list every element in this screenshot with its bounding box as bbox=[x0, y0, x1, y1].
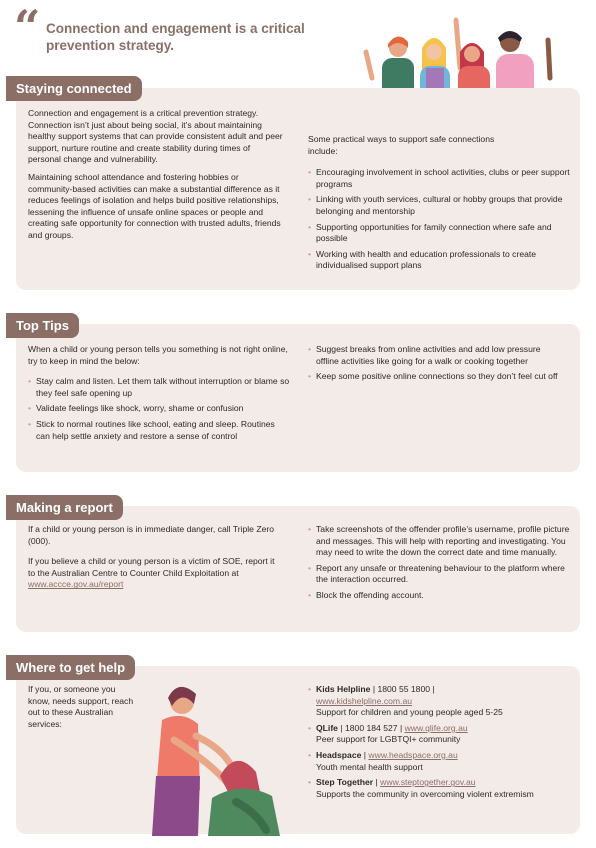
staying-right-column bbox=[308, 134, 570, 276]
help-services-column bbox=[308, 684, 570, 804]
list-item: • Keep some positive online connections so they don’t feel cut off bbox=[308, 371, 564, 383]
list-item: • Take screenshots of the offender profile’s username, profile picture and messages. This will help with reporting and investigating. You may need to write the down the correct date and time manually. bbox=[308, 524, 570, 559]
making-a-report-section bbox=[16, 506, 580, 632]
report-paragraph-2-text: If you believe a child or young person is a victim of SOE, report it to the Australian Centre to Counter Child Exploitation at bbox=[28, 556, 275, 578]
report-paragraph-2 bbox=[28, 556, 278, 591]
list-item: • Linking with youth services, cultural or hobby groups that provide belonging and mentorship bbox=[308, 194, 570, 217]
tips-right-list bbox=[308, 344, 564, 383]
tips-left-column bbox=[28, 344, 290, 446]
comforting-people-illustration bbox=[116, 680, 286, 836]
report-list bbox=[308, 524, 570, 602]
list-item: • Suggest breaks from online activities and add low pressure offline activities like going for a walk or cooking together bbox=[308, 344, 564, 367]
report-right-column bbox=[308, 524, 570, 606]
service-name: Step Together bbox=[316, 777, 374, 788]
service-phone: 1800 55 1800 bbox=[377, 684, 431, 694]
where-to-get-help-heading: Where to get help bbox=[6, 655, 135, 680]
service-headspace: • Headspace | www.headspace.org.au Youth mental health support bbox=[308, 750, 570, 773]
staying-list bbox=[308, 167, 570, 272]
staying-connected-heading: Staying connected bbox=[6, 76, 142, 101]
list-item: • Stay calm and listen. Let them talk without interruption or blame so they feel safe opening up bbox=[28, 376, 290, 399]
headspace-link[interactable]: www.headspace.org.au bbox=[368, 749, 458, 760]
staying-paragraph-1: Connection and engagement is a critical prevention strategy. Connection isn’t just about being social, it’s about maintaining healthy support systems that can provide consistent adult and peer support, nurture routine and create stability during times of personal change and vulnerability. bbox=[28, 108, 283, 165]
service-name: Kids Helpline bbox=[316, 684, 371, 694]
top-tips-section bbox=[16, 324, 580, 472]
kids-helpline-link[interactable]: www.kidshelpline.com.au bbox=[316, 695, 413, 706]
tips-intro: When a child or young person tells you something is not right online, try to keep in mind the below: bbox=[28, 344, 288, 366]
service-kids-helpline: • Kids Helpline | 1800 55 1800 | www.kidshelpline.com.au Support for children and young people aged 5-25 bbox=[308, 684, 570, 719]
list-item: • Stick to normal routines like school, eating and sleep. Routines can help settle anxiety and restore a sense of control bbox=[28, 419, 290, 442]
service-description: Support for children and young people aged 5-25 bbox=[316, 707, 503, 718]
where-to-get-help-section bbox=[16, 666, 580, 834]
service-step-together: • Step Together | www.steptogether.gov.au Supports the community in overcoming violent extremism bbox=[308, 777, 570, 800]
service-name: Headspace bbox=[316, 749, 362, 760]
staying-list-intro: Some practical ways to support safe connections include: bbox=[308, 134, 495, 156]
making-a-report-heading: Making a report bbox=[6, 495, 123, 520]
report-paragraph-1: If a child or young person is in immediate danger, call Triple Zero (000). bbox=[28, 524, 274, 546]
list-item: • Block the offending account. bbox=[308, 590, 570, 602]
service-description: Peer support for LGBTQI+ community bbox=[316, 734, 461, 745]
accce-report-link[interactable]: www.accce.gov.au/report bbox=[28, 579, 124, 590]
list-item: • Encouraging involvement in school activities, clubs or peer support programs bbox=[308, 167, 570, 190]
list-item: • Validate feelings like shock, worry, shame or confusion bbox=[28, 403, 290, 415]
services-list bbox=[308, 684, 570, 800]
quote-mark: “ bbox=[14, 0, 41, 54]
help-intro: If you, or someone you know, needs support, reach out to these Australian services: bbox=[28, 684, 134, 729]
tips-left-list bbox=[28, 376, 290, 442]
staying-left-column bbox=[28, 108, 284, 248]
staying-connected-section bbox=[16, 88, 580, 290]
header-quote: Connection and engagement is a critical prevention strategy. bbox=[46, 21, 305, 53]
tips-right-column bbox=[308, 344, 564, 387]
report-left-column bbox=[28, 524, 278, 597]
qlife-link[interactable]: www.qlife.org.au bbox=[404, 722, 468, 733]
service-name: QLife bbox=[316, 722, 338, 733]
staying-paragraph-2: Maintaining school attendance and fostering hobbies or community-based activities can make a substantial difference as it reduces feelings of isolation and helps build positive relationships, lessening the influence of unsafe online spaces or people and creating safe opportunity for connection with trusted adults, friends and groups. bbox=[28, 171, 281, 240]
service-qlife: • QLife | 1800 184 527 | www.qlife.org.au Peer support for LGBTQI+ community bbox=[308, 723, 570, 746]
top-tips-heading: Top Tips bbox=[6, 313, 79, 338]
step-together-link[interactable]: www.steptogether.gov.au bbox=[380, 777, 476, 788]
list-item: • Working with health and education professionals to create individualised support plans bbox=[308, 249, 570, 272]
service-phone: 1800 184 527 bbox=[344, 722, 398, 733]
list-item: • Supporting opportunities for family connection where safe and possible bbox=[308, 222, 570, 245]
service-description: Youth mental health support bbox=[316, 761, 423, 772]
service-description: Supports the community in overcoming violent extremism bbox=[316, 788, 534, 799]
list-item: • Report any unsafe or threatening behaviour to the platform where the interaction occurred. bbox=[308, 563, 570, 586]
